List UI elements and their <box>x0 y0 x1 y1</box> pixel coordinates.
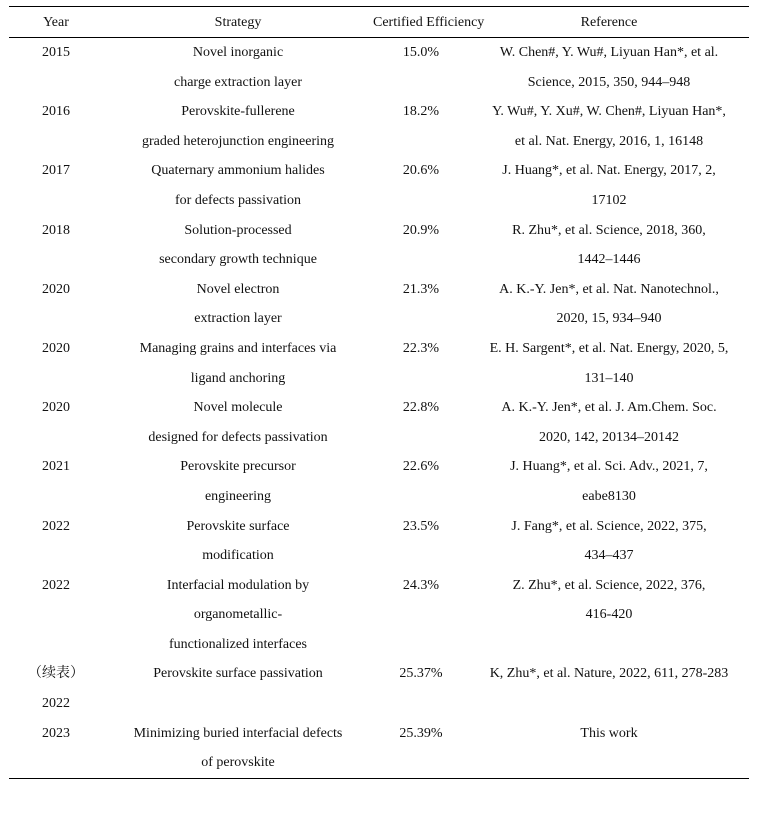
cell-year <box>9 38 103 98</box>
cell-strategy-line: extraction layer <box>194 311 282 327</box>
cell-year-line: （续表） <box>28 666 84 682</box>
cell-strategy <box>103 512 373 571</box>
header-strategy: Strategy <box>214 15 262 30</box>
cell-efficiency: 22.8% <box>402 400 440 416</box>
cell-strategy-line: Minimizing buried interfacial defects <box>133 725 343 741</box>
cell-strategy-line: Perovskite precursor <box>180 459 296 475</box>
cell-efficiency: 20.6% <box>402 163 440 179</box>
cell-strategy-line: ligand anchoring <box>190 370 286 386</box>
cell-strategy-line: Quaternary ammonium halides <box>151 163 325 179</box>
cell-year-line: 2020 <box>42 281 70 297</box>
cell-strategy-line: charge extraction layer <box>173 74 302 90</box>
cell-reference-line: W. Chen#, Y. Wu#, Liyuan Han*, et al. <box>499 45 719 60</box>
table-row <box>9 38 749 98</box>
cell-strategy-line: for defects passivation <box>175 192 301 208</box>
cell-reference <box>469 334 749 393</box>
cell-strategy-line: Solution-processed <box>184 222 292 238</box>
cell-efficiency: 22.6% <box>402 459 440 475</box>
cell-reference <box>469 156 749 215</box>
table-row <box>9 334 749 393</box>
cell-strategy-line: Novel electron <box>196 281 280 297</box>
cell-strategy <box>103 571 373 660</box>
cell-reference-line: J. Fang*, et al. Science, 2022, 375, <box>511 518 707 534</box>
cell-year-line: 2020 <box>42 400 70 416</box>
cell-efficiency: 22.3% <box>402 340 440 356</box>
cell-reference-line: Science, 2015, 350, 944–948 <box>527 74 691 90</box>
efficiency-table <box>9 6 749 779</box>
cell-reference-line: 434–437 <box>584 548 634 564</box>
table-row <box>9 571 749 660</box>
cell-efficiency: 20.9% <box>402 222 440 238</box>
cell-year <box>9 216 103 275</box>
table-row <box>9 512 749 571</box>
cell-strategy <box>103 452 373 511</box>
cell-reference-line: Y. Wu#, Y. Xu#, W. Chen#, Liyuan Han*, <box>492 104 726 120</box>
cell-reference-line: 17102 <box>591 192 627 208</box>
table-body <box>9 38 749 779</box>
cell-efficiency: 21.3% <box>402 281 440 297</box>
cell-strategy-line: Perovskite surface <box>186 518 290 534</box>
cell-strategy <box>103 659 373 718</box>
cell-strategy-line: Perovskite surface passivation <box>153 666 323 682</box>
cell-reference <box>469 216 749 275</box>
cell-year <box>9 571 103 660</box>
cell-year-line: 2016 <box>42 104 70 120</box>
cell-year-line: 2020 <box>42 340 70 356</box>
cell-strategy-line: Novel inorganic <box>192 45 284 60</box>
cell-year <box>9 334 103 393</box>
cell-reference-line: K, Zhu*, et al. Nature, 2022, 611, 278-283 <box>489 666 729 682</box>
cell-strategy-line: of perovskite <box>201 755 275 771</box>
cell-reference <box>469 512 749 571</box>
cell-strategy <box>103 97 373 156</box>
cell-strategy-line: engineering <box>204 488 272 504</box>
cell-strategy-line: Novel molecule <box>193 400 283 416</box>
cell-reference <box>469 97 749 156</box>
header-reference: Reference <box>580 15 638 30</box>
cell-year <box>9 275 103 334</box>
cell-reference-line: 131–140 <box>584 370 634 386</box>
table-row <box>9 275 749 334</box>
cell-year-line: 2022 <box>42 696 70 712</box>
table-row <box>9 719 749 779</box>
cell-strategy-line: graded heterojunction engineering <box>141 133 335 149</box>
cell-year <box>9 512 103 571</box>
cell-year <box>9 659 103 718</box>
table-row <box>9 216 749 275</box>
header-row <box>9 7 749 38</box>
cell-year <box>9 452 103 511</box>
cell-strategy-line: Interfacial modulation by <box>166 577 310 593</box>
cell-strategy <box>103 156 373 215</box>
cell-reference-line: Z. Zhu*, et al. Science, 2022, 376, <box>512 577 706 593</box>
cell-reference-line: 2020, 142, 20134–20142 <box>539 429 679 445</box>
cell-reference-line: E. H. Sargent*, et al. Nat. Energy, 2020, 5, <box>489 340 729 356</box>
cell-reference <box>469 571 749 660</box>
cell-strategy <box>103 719 373 779</box>
cell-efficiency: 24.3% <box>402 577 440 593</box>
table-row <box>9 393 749 452</box>
cell-strategy-line: Perovskite-fullerene <box>181 104 295 120</box>
cell-reference-line: R. Zhu*, et al. Science, 2018, 360, <box>512 222 706 238</box>
cell-year <box>9 393 103 452</box>
cell-strategy <box>103 216 373 275</box>
cell-year <box>9 97 103 156</box>
cell-reference-line: J. Huang*, et al. Nat. Energy, 2017, 2, <box>502 163 716 179</box>
table-row <box>9 659 749 718</box>
cell-strategy-line: functionalized interfaces <box>169 636 307 652</box>
cell-reference-line: 2020, 15, 934–940 <box>556 311 662 327</box>
cell-year-line: 2021 <box>42 459 70 475</box>
cell-year-line: 2022 <box>42 577 70 593</box>
cell-efficiency: 25.39% <box>399 725 443 741</box>
cell-year-line: 2017 <box>42 163 70 179</box>
cell-year <box>9 719 103 779</box>
cell-reference <box>469 659 749 718</box>
header-efficiency-line: Certified <box>373 15 423 30</box>
cell-year-line: 2015 <box>42 45 70 60</box>
cell-strategy <box>103 275 373 334</box>
cell-efficiency: 15.0% <box>402 45 440 60</box>
cell-reference <box>469 393 749 452</box>
cell-reference-line: A. K.-Y. Jen*, et al. Nat. Nanotechnol., <box>499 281 719 297</box>
cell-reference <box>469 452 749 511</box>
cell-reference-line: This work <box>580 725 638 741</box>
cell-strategy-line: Managing grains and interfaces via <box>139 340 337 356</box>
cell-strategy <box>103 393 373 452</box>
cell-reference <box>469 719 749 779</box>
cell-strategy-line: modification <box>202 548 274 564</box>
cell-reference-line: J. Huang*, et al. Sci. Adv., 2021, 7, <box>510 459 708 475</box>
cell-efficiency: 25.37% <box>399 666 443 682</box>
cell-strategy <box>103 38 373 98</box>
cell-reference-line: A. K.-Y. Jen*, et al. J. Am.Chem. Soc. <box>501 400 717 416</box>
cell-year <box>9 156 103 215</box>
header-efficiency <box>373 7 485 38</box>
cell-reference <box>469 38 749 98</box>
cell-strategy-line: designed for defects passivation <box>148 429 328 445</box>
cell-reference <box>469 275 749 334</box>
cell-year-line: 2022 <box>42 518 70 534</box>
cell-strategy-line: organometallic- <box>193 607 283 623</box>
cell-year-line: 2023 <box>42 725 70 741</box>
cell-reference-line: eabe8130 <box>582 488 636 504</box>
header-efficiency-line: Efficiency <box>426 15 485 30</box>
cell-reference-line: 1442–1446 <box>577 252 641 268</box>
header-year: Year <box>43 15 69 30</box>
cell-strategy <box>103 334 373 393</box>
table-row <box>9 97 749 156</box>
cell-strategy-line: secondary growth technique <box>159 252 317 268</box>
table-row <box>9 452 749 511</box>
table-row <box>9 156 749 215</box>
cell-reference-line: et al. Nat. Energy, 2016, 1, 16148 <box>514 133 704 149</box>
cell-reference-line: 416-420 <box>585 607 633 623</box>
cell-year-line: 2018 <box>42 222 70 238</box>
cell-efficiency: 18.2% <box>402 104 440 120</box>
cell-efficiency: 23.5% <box>402 518 440 534</box>
